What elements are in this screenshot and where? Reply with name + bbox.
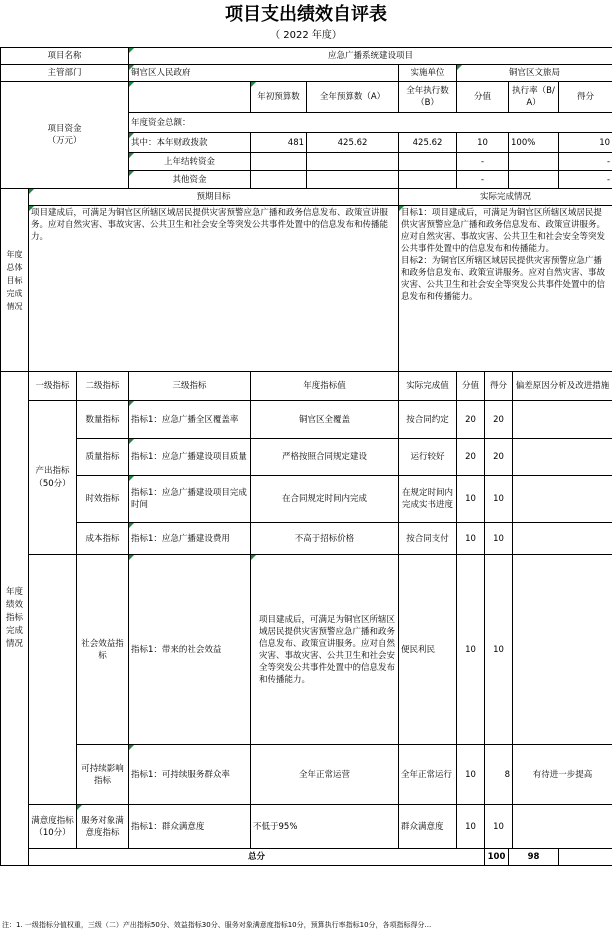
ind-target: 严格按照合同规定建设 (251, 439, 399, 476)
col-initial-budget: 年初预算数 (251, 82, 307, 113)
empty-cell (399, 153, 457, 171)
ind-weight: 10 (457, 745, 485, 805)
ind-actual: 在规定时间内完成实书进度 (399, 476, 457, 523)
ind-actual: 全年正常运行 (399, 745, 457, 805)
expected-goal-header: 预期目标 (29, 189, 399, 206)
dash-cell: - (457, 153, 509, 171)
ind-reason (513, 476, 612, 523)
ind-score: 8 (485, 745, 513, 805)
fin-score-value: 10 (559, 133, 612, 153)
fin-full-value: 425.62 (307, 133, 399, 153)
last-year-label: 上年结转资金 (129, 153, 251, 171)
impl-unit-label: 实施单位 (399, 65, 457, 82)
actual-goal-text: 目标1：项目建成后，可满足为铜官区所辖区域居民提供灾害预警应急广播和政务信息发布、政策宣讲服务。应对自然灾害、事故灾害、公共卫生和社会安全等突发公共事件处置中的信息发布和传播能力。 目标2：为铜官区所辖区域居民提供灾害预警应急广播和政务信息发布、政策宣讲服务。应对自然灾害、事故灾害、公共卫生和社会安全等突发公共事件处置中的信息发布和传播能力。 (399, 206, 612, 372)
funds-label: 项目资金 （万元） (1, 82, 129, 189)
ind-weight: 10 (457, 523, 485, 555)
ind-target: 不低于95% (251, 805, 399, 849)
footnote: 注：1. 一级指标分值权重，三级（二）产出指标50分、效益指标30分、服务对象满意度指标10分，预算执行率指标10分，各项指标得分... (2, 921, 432, 929)
h-level1: 一级指标 (29, 372, 77, 401)
funds-header-blank (129, 82, 251, 113)
dept-label: 主管部门 (1, 65, 129, 82)
actual-done-header: 实际完成情况 (399, 189, 612, 206)
total-label: 总分 (29, 849, 485, 866)
ind-reason: 有待进一步提高 (513, 745, 612, 805)
ind-target: 不高于招标价格 (251, 523, 399, 555)
col-score: 得分 (559, 82, 612, 113)
year-line: （ 2022 年度） (270, 30, 342, 41)
ind-l2: 时效指标 (77, 476, 129, 523)
empty-cell (251, 153, 307, 171)
h-annual-value: 年度指标值 (251, 372, 399, 401)
ind-target: 项目建成后，可满足为铜官区所辖区域居民提供灾害预警应急广播和政务信息发布、政策宣讲服务。应对自然灾害、事故灾害、公共卫生和社会安全等突发公共事件处置中的信息发布和传播能力。 (251, 555, 399, 745)
h-reason: 偏差原因分析及改进措施 (513, 372, 612, 401)
col-exec-rate: 执行率（B/A） (509, 82, 559, 113)
ind-score: 10 (485, 523, 513, 555)
fin-weight-value: 10 (457, 133, 509, 153)
ind-score: 10 (485, 555, 513, 745)
other-funds-label: 其他资金 (129, 171, 251, 189)
fin-initial-value: 481 (251, 133, 307, 153)
ind-actual: 群众满意度 (399, 805, 457, 849)
h-level2: 二级指标 (77, 372, 129, 401)
project-name-value: 应急广播系统建设项目 (129, 48, 612, 65)
expected-goal-text: 项目建成后，可满足为铜官区所辖区域居民提供灾害预警应急广播和政务信息发布、政策宣讲服务。应对自然灾害、事故灾害、公共卫生和社会安全等突发公共事件处置中的信息发布和传播能力。 (29, 206, 399, 372)
ind-target: 铜官区全覆盖 (251, 401, 399, 439)
ind-reason (513, 805, 612, 849)
total-score: 98 (509, 849, 559, 866)
ind-actual: 按合同支付 (399, 523, 457, 555)
impl-unit-value: 铜官区文旅局 (457, 65, 612, 82)
ind-l2: 社会效益指标 (77, 555, 129, 745)
empty-cell (559, 849, 612, 866)
perf-section-label: 年度绩效指标完成情况 (1, 372, 29, 866)
annual-total-label: 年度资金总额： (129, 113, 612, 133)
total-weight: 100 (485, 849, 509, 866)
h-weight: 分值 (457, 372, 485, 401)
ind-score: 10 (485, 476, 513, 523)
empty-cell (29, 555, 77, 805)
dash-cell: - (559, 153, 612, 171)
ind-l2: 成本指标 (77, 523, 129, 555)
ind-score: 10 (485, 805, 513, 849)
ind-l2: 服务对象满意度指标 (77, 805, 129, 849)
empty-cell (307, 153, 399, 171)
output-label: 产出指标（50分） (29, 401, 77, 555)
col-full-exec: 全年执行数（B） (399, 82, 457, 113)
empty-cell (251, 171, 307, 189)
ind-reason (513, 401, 612, 439)
ind-l2: 可持续影响指标 (77, 745, 129, 805)
project-name-label: 项目名称 (1, 48, 129, 65)
ind-weight: 20 (457, 439, 485, 476)
ind-weight: 10 (457, 476, 485, 523)
dash-cell: - (457, 171, 509, 189)
ind-weight: 20 (457, 401, 485, 439)
ind-score: 20 (485, 439, 513, 476)
fin-rate-value: 100% (509, 133, 559, 153)
ind-reason (513, 523, 612, 555)
fin-exec-value: 425.62 (399, 133, 457, 153)
h-actual-value: 实际完成值 (399, 372, 457, 401)
col-score-weight: 分值 (457, 82, 509, 113)
h-level3: 三级指标 (129, 372, 251, 401)
empty-cell (509, 153, 559, 171)
ind-actual: 运行较好 (399, 439, 457, 476)
ind-actual: 按合同约定 (399, 401, 457, 439)
satisfaction-label: 满意度指标（10分） (29, 805, 77, 849)
ind-l3: 指标1：可持续服务群众率 (129, 745, 251, 805)
ind-l2: 质量指标 (77, 439, 129, 476)
empty-cell (399, 171, 457, 189)
h-score: 得分 (485, 372, 513, 401)
ind-score: 20 (485, 401, 513, 439)
ind-l3: 指标1：带来的社会效益 (129, 555, 251, 745)
ind-l3: 指标1：应急广播全区覆盖率 (129, 401, 251, 439)
ind-l3: 指标1：应急广播建设项目完成时间 (129, 476, 251, 523)
ind-l3: 指标1：应急广播建设费用 (129, 523, 251, 555)
ind-l2: 数量指标 (77, 401, 129, 439)
evaluation-table (0, 47, 612, 866)
ind-l3: 指标1：应急广播建设项目质量 (129, 439, 251, 476)
dash-cell: - (559, 171, 612, 189)
ind-weight: 10 (457, 555, 485, 745)
ind-target: 在合同规定时间内完成 (251, 476, 399, 523)
ind-target: 全年正常运营 (251, 745, 399, 805)
ind-weight: 10 (457, 805, 485, 849)
page-title: 项目支出绩效自评表 (225, 4, 387, 25)
ind-reason (513, 439, 612, 476)
current-fin-label: 其中：本年财政拨款 (129, 133, 251, 153)
ind-reason (513, 555, 612, 745)
ind-actual: 便民利民 (399, 555, 457, 745)
goal-section-label: 年度总体目标完成情况 (1, 189, 29, 372)
dept-value: 铜官区人民政府 (129, 65, 399, 82)
col-full-budget: 全年预算数（A） (307, 82, 399, 113)
empty-cell (307, 171, 399, 189)
empty-cell (509, 171, 559, 189)
ind-l3: 指标1：群众满意度 (129, 805, 251, 849)
